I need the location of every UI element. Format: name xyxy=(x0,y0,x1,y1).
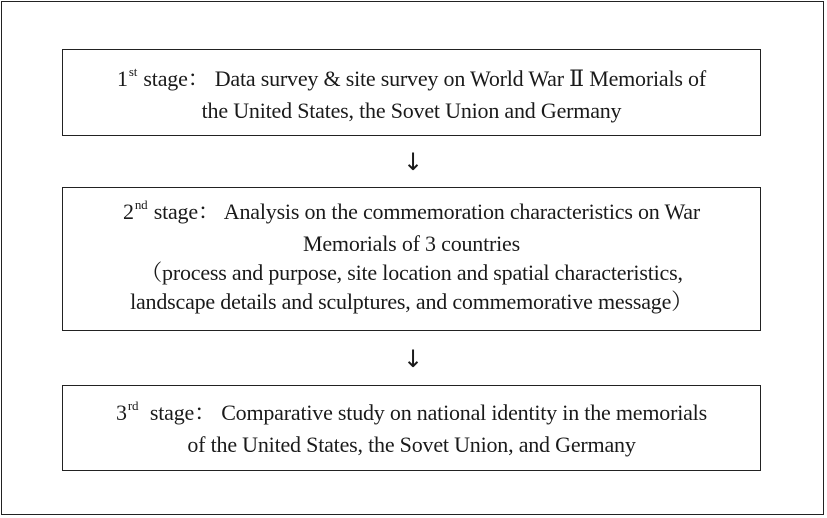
stage-3-ordinal-suffix: rd xyxy=(127,398,139,413)
down-arrow-icon: ↓ xyxy=(402,345,424,373)
stage-1-number: 1 xyxy=(117,66,128,91)
stage-3-number: 3 xyxy=(116,400,127,425)
stage-2-line-4: landscape details and sculptures, and commemorative message） xyxy=(130,289,693,314)
stage-2-heading-text: stage： Analysis on the commemoration characteristics on War xyxy=(148,199,700,224)
stage-1-heading-text: stage： Data survey & site survey on World War Ⅱ Memorials of xyxy=(138,66,706,91)
stage-3-line-2: of the United States, the Sovet Union, and Germany xyxy=(187,432,636,457)
stage-1-line-2: the United States, the Sovet Union and Germany xyxy=(201,98,622,123)
stage-2-heading-line xyxy=(63,197,760,229)
stage-3-heading-line xyxy=(63,398,760,430)
stage-1-box xyxy=(62,49,761,136)
stage-3-heading-text: stage： Comparative study on national identity in the memorials xyxy=(139,400,707,425)
stage-2-box xyxy=(62,187,761,331)
stage-2-ordinal-suffix: nd xyxy=(134,197,148,212)
stage-1-ordinal-suffix: st xyxy=(128,64,138,79)
stage-2-number: 2 xyxy=(123,199,134,224)
down-arrow-icon: ↓ xyxy=(402,148,424,176)
stage-2-line-2: Memorials of 3 countries xyxy=(303,231,520,256)
stage-1-heading-line xyxy=(63,64,760,96)
stage-2-line-3: （process and purpose, site location and spatial characteristics, xyxy=(140,260,683,285)
stage-3-box xyxy=(62,385,761,471)
